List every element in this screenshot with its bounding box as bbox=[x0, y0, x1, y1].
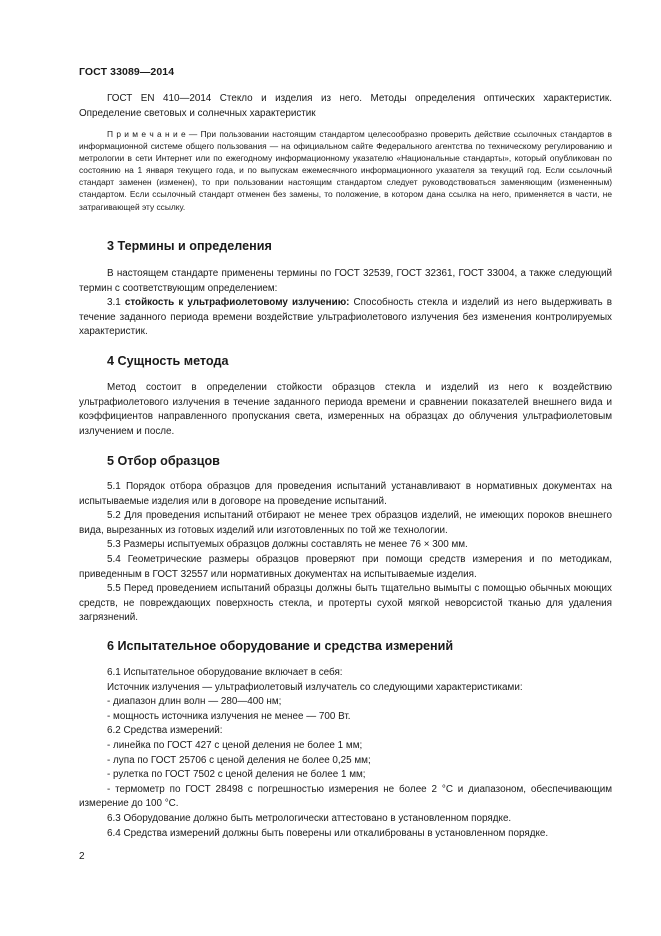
section-3-title: 3 Термины и определения bbox=[107, 239, 272, 253]
document-code-header: ГОСТ 33089—2014 bbox=[79, 66, 175, 78]
list-item: - рулетка по ГОСТ 7502 с ценой деления не более 1 мм; bbox=[107, 769, 366, 781]
clause-6-4: 6.4 Средства измерений должны быть поверены или откалиброваны в установленном порядке. bbox=[107, 827, 549, 839]
normative-reference bbox=[79, 92, 612, 121]
clause-5-3: 5.3 Размеры испытуемых образцов должны составлять не менее 76 × 300 мм. bbox=[107, 539, 468, 551]
section-5-title: 5 Отбор образцов bbox=[107, 454, 220, 468]
section-4-title: 4 Сущность метода bbox=[107, 354, 229, 368]
section-5 bbox=[79, 453, 612, 469]
reference-en410: ГОСТ EN 410—2014 Стекло и изделия из него. Методы определения оптических характеристик. Определение световых и солнечных характеристик bbox=[79, 93, 612, 119]
term-name: стойкость к ультрафиолетовому излучению: bbox=[124, 297, 350, 309]
section-6 bbox=[79, 638, 612, 654]
section-5-body bbox=[79, 480, 612, 626]
section-6-body bbox=[79, 666, 612, 841]
section-4-text: Метод состоит в определении стойкости образцов стекла и изделий из него к воздействию ультрафиолетового излучения в течение заданного периода времени и сравнении показателей внешнего вида и коэффициентов направленного пропускания света, измеренных на образцах до облучения ультрафиолетовым излучением и после. bbox=[79, 382, 612, 437]
note-block bbox=[79, 128, 612, 213]
clause-6-3: 6.3 Оборудование должно быть метрологически аттестовано в установленном порядке. bbox=[107, 812, 512, 824]
section-4 bbox=[79, 353, 612, 369]
clause-5-1: 5.1 Порядок отбора образцов для проведения испытаний устанавливают в нормативных документах на испытываемые изделия или в договоре на проведение испытаний. bbox=[79, 481, 612, 507]
clause-5-4: 5.4 Геометрические размеры образцов проверяют при помощи средств измерения и по методикам, приведенным в ГОСТ 32557 или нормативных документах на испытываемые изделия. bbox=[79, 553, 612, 580]
clause-6-1: 6.1 Испытательное оборудование включает в себя: bbox=[107, 667, 343, 678]
list-item: - термометр по ГОСТ 28498 с погрешностью измерения не более 2 °С и диапазоном, обеспечивающим измерение до 100 °С. bbox=[79, 783, 612, 810]
section-3 bbox=[79, 238, 612, 254]
list-item: - линейка по ГОСТ 427 с ценой деления не более 1 мм; bbox=[107, 739, 363, 751]
term-definition: Способность стекла и изделий из него выдерживать в течение заданного периода времени воздействие ультрафиолетового излучения без изменения контролируемых характеристик. bbox=[79, 297, 612, 338]
clause-5-5: 5.5 Перед проведением испытаний образцы должны быть тщательно вымыты с помощью обычных моющих средств, не повреждающих поверхность стекла, и протерты сухой мягкой неворсистой тканью для удаления загрязнений. bbox=[79, 583, 612, 624]
note-label: П р и м е ч а н и е — bbox=[107, 129, 198, 139]
list-item: - диапазон длин волн — 280—400 нм; bbox=[107, 696, 282, 708]
term-number: 3.1 bbox=[107, 297, 121, 309]
term-3-1 bbox=[79, 296, 612, 340]
page-number: 2 bbox=[79, 851, 85, 862]
section-3-body bbox=[79, 267, 612, 340]
radiation-source: Источник излучения — ультрафиолетовый излучатель со следующими характеристиками: bbox=[107, 681, 523, 693]
clause-5-2: 5.2 Для проведения испытаний отбирают не менее трех образцов изделий, не имеющих пороков внешнего вида, вырезанных из готовых изделий или изготовленных по той же технологии. bbox=[79, 510, 612, 536]
section-4-body bbox=[79, 381, 612, 439]
note-text: При пользовании настоящим стандартом целесообразно проверить действие ссылочных стандартов в информационной системе общего пользования — на официальном сайте Федерального агентства по техническому регулированию и метрологии в сети Интернет или по ежегодному информационному указателю «Национальные стандарты», который опубликован по состоянию на 1 января текущего года, и по выпускам ежемесячного информационного указателя за текущий год. Если ссылочный стандарт заменен (изменен), то при пользовании настоящим стандартом следует руководствоваться заменяющим (измененным) стандартом. Если ссылочный стандарт отменен без замены, то положение, в котором дана ссылка на него, применяется в части, не затрагивающей эту ссылку. bbox=[79, 129, 612, 212]
list-item: - мощность источника излучения не менее — 700 Вт. bbox=[107, 710, 351, 722]
list-item: - лупа по ГОСТ 25706 с ценой деления не более 0,25 мм; bbox=[107, 754, 371, 766]
section-6-title: 6 Испытательное оборудование и средства измерений bbox=[107, 639, 454, 653]
clause-6-2: 6.2 Средства измерений: bbox=[107, 725, 223, 737]
section-3-intro: В настоящем стандарте применены термины по ГОСТ 32539, ГОСТ 32361, ГОСТ 33004, а также следующий термин с соответствующим определением: bbox=[79, 268, 612, 294]
